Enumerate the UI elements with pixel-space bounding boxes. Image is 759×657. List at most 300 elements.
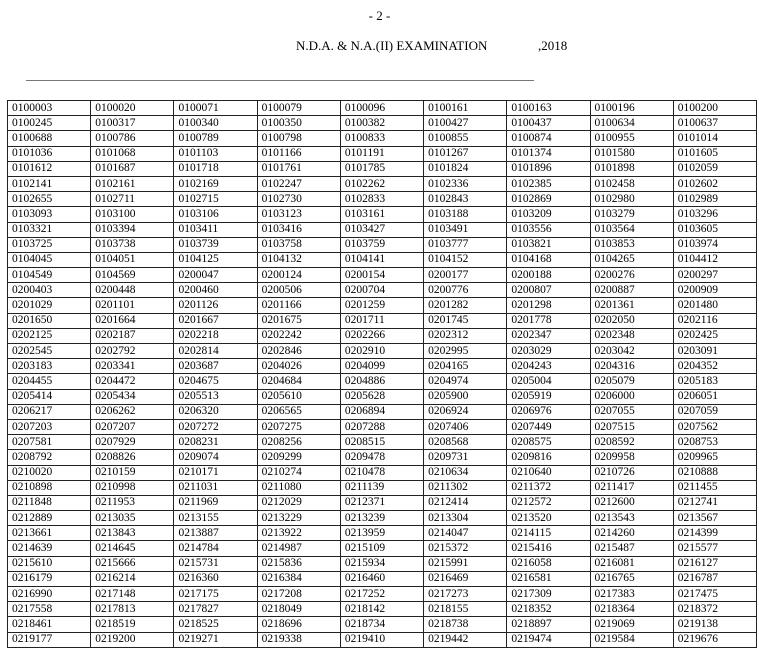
roll-number-cell: 0213304 <box>424 511 507 526</box>
roll-number-cell: 0213239 <box>340 511 423 526</box>
table-row <box>8 389 757 404</box>
roll-number-cell: 0209299 <box>257 450 340 465</box>
table-row <box>8 252 757 267</box>
roll-number-cell: 0214987 <box>257 541 340 556</box>
roll-number-cell: 0203091 <box>673 344 756 359</box>
roll-number-cell: 0215416 <box>507 541 590 556</box>
roll-number-cell: 0103416 <box>257 222 340 237</box>
roll-number-cell: 0214645 <box>91 541 174 556</box>
roll-number-cell: 0200909 <box>673 283 756 298</box>
table-row <box>8 435 757 450</box>
roll-number-cell: 0202312 <box>424 328 507 343</box>
roll-number-cell: 0216581 <box>507 571 590 586</box>
roll-number-cell: 0218142 <box>340 602 423 617</box>
roll-number-cell: 0202425 <box>673 328 756 343</box>
roll-number-cell: 0207203 <box>8 419 91 434</box>
roll-number-cell: 0212741 <box>673 495 756 510</box>
roll-number-cell: 0103758 <box>257 237 340 252</box>
roll-number-cell: 0213155 <box>174 511 257 526</box>
roll-number-cell: 0218897 <box>507 617 590 632</box>
roll-number-cell: 0103279 <box>590 207 673 222</box>
roll-number-cell: 0216460 <box>340 571 423 586</box>
roll-number-cell: 0213887 <box>174 526 257 541</box>
roll-number-cell: 0212371 <box>340 495 423 510</box>
roll-number-cell: 0212572 <box>507 495 590 510</box>
roll-number-cell: 0102141 <box>8 176 91 191</box>
roll-number-cell: 0102711 <box>91 192 174 207</box>
roll-number-cell: 0218049 <box>257 602 340 617</box>
roll-number-cell: 0217558 <box>8 602 91 617</box>
roll-number-cell: 0206051 <box>673 389 756 404</box>
roll-number-cell: 0104265 <box>590 252 673 267</box>
roll-number-cell: 0202348 <box>590 328 673 343</box>
roll-number-cell: 0216384 <box>257 571 340 586</box>
table-row <box>8 328 757 343</box>
roll-number-cell: 0204316 <box>590 359 673 374</box>
roll-number-cell: 0202995 <box>424 344 507 359</box>
roll-number-cell: 0100955 <box>590 131 673 146</box>
roll-number-cell: 0100163 <box>507 101 590 116</box>
roll-number-cell: 0215991 <box>424 556 507 571</box>
roll-number-cell: 0205513 <box>174 389 257 404</box>
roll-number-cell: 0204243 <box>507 359 590 374</box>
roll-number-cell: 0219138 <box>673 617 756 632</box>
roll-number-cell: 0100096 <box>340 101 423 116</box>
roll-number-cell: 0103411 <box>174 222 257 237</box>
roll-number-cell: 0214047 <box>424 526 507 541</box>
roll-number-cell: 0100020 <box>91 101 174 116</box>
roll-number-cell: 0102247 <box>257 176 340 191</box>
roll-number-cell: 0211848 <box>8 495 91 510</box>
roll-number-cell: 0101580 <box>590 146 673 161</box>
roll-number-cell: 0103209 <box>507 207 590 222</box>
roll-number-cell: 0217175 <box>174 587 257 602</box>
roll-number-cell: 0205610 <box>257 389 340 404</box>
roll-number-cell: 0101374 <box>507 146 590 161</box>
roll-number-cell: 0100196 <box>590 101 673 116</box>
roll-number-cell: 0103161 <box>340 207 423 222</box>
roll-number-cell: 0211302 <box>424 480 507 495</box>
roll-number-cell: 0208231 <box>174 435 257 450</box>
roll-number-cell: 0219177 <box>8 632 91 647</box>
table-row <box>8 465 757 480</box>
roll-number-cell: 0216214 <box>91 571 174 586</box>
roll-number-cell: 0217252 <box>340 587 423 602</box>
roll-number-cell: 0206320 <box>174 404 257 419</box>
roll-number-cell: 0218525 <box>174 617 257 632</box>
roll-number-cell: 0201711 <box>340 313 423 328</box>
roll-number-cell: 0207515 <box>590 419 673 434</box>
roll-number-cell: 0204165 <box>424 359 507 374</box>
roll-number-cell: 0200047 <box>174 268 257 283</box>
roll-number-cell: 0200776 <box>424 283 507 298</box>
roll-number-cell: 0211417 <box>590 480 673 495</box>
roll-number-cell: 0209731 <box>424 450 507 465</box>
roll-number-cell: 0205004 <box>507 374 590 389</box>
table-row <box>8 222 757 237</box>
roll-number-cell: 0102262 <box>340 176 423 191</box>
roll-number-cell: 0207581 <box>8 435 91 450</box>
roll-number-cell: 0104045 <box>8 252 91 267</box>
roll-number-cell: 0218461 <box>8 617 91 632</box>
roll-number-cell: 0208753 <box>673 435 756 450</box>
roll-number-cell: 0218364 <box>590 602 673 617</box>
table-row <box>8 131 757 146</box>
roll-number-cell: 0103605 <box>673 222 756 237</box>
roll-number-cell: 0217309 <box>507 587 590 602</box>
table-row <box>8 587 757 602</box>
roll-number-cell: 0207929 <box>91 435 174 450</box>
table-row <box>8 116 757 131</box>
roll-number-cell: 0101191 <box>340 146 423 161</box>
roll-number-cell: 0207207 <box>91 419 174 434</box>
roll-number-cell: 0200403 <box>8 283 91 298</box>
roll-number-cell: 0210726 <box>590 465 673 480</box>
roll-number-cell: 0207562 <box>673 419 756 434</box>
roll-number-cell: 0200177 <box>424 268 507 283</box>
roll-number-cell: 0206894 <box>340 404 423 419</box>
table-row <box>8 495 757 510</box>
roll-number-cell: 0214784 <box>174 541 257 556</box>
roll-number-cell: 0201480 <box>673 298 756 313</box>
table-row <box>8 617 757 632</box>
roll-number-cell: 0211953 <box>91 495 174 510</box>
roll-number-cell: 0208575 <box>507 435 590 450</box>
roll-number-cell: 0100833 <box>340 131 423 146</box>
roll-number-cell: 0200887 <box>590 283 673 298</box>
page-number: - 2 - <box>368 8 391 23</box>
roll-number-cell: 0101898 <box>590 161 673 176</box>
roll-number-cell: 0200460 <box>174 283 257 298</box>
table-row <box>8 298 757 313</box>
roll-number-cell: 0100350 <box>257 116 340 131</box>
table-row <box>8 176 757 191</box>
roll-number-cell: 0102715 <box>174 192 257 207</box>
roll-number-cell: 0204684 <box>257 374 340 389</box>
roll-number-cell: 0219200 <box>91 632 174 647</box>
roll-number-cell: 0204974 <box>424 374 507 389</box>
roll-number-cell: 0202910 <box>340 344 423 359</box>
table-row <box>8 146 757 161</box>
table-row <box>8 419 757 434</box>
roll-number-cell: 0210634 <box>424 465 507 480</box>
roll-number-cell: 0102655 <box>8 192 91 207</box>
roll-number-cell: 0100003 <box>8 101 91 116</box>
roll-number-cell: 0100789 <box>174 131 257 146</box>
roll-number-cell: 0201166 <box>257 298 340 313</box>
roll-number-cell: 0217383 <box>590 587 673 602</box>
roll-number-cell: 0204026 <box>257 359 340 374</box>
roll-number-cell: 0103321 <box>8 222 91 237</box>
table-row <box>8 161 757 176</box>
roll-number-cell: 0102989 <box>673 192 756 207</box>
roll-number-cell: 0103296 <box>673 207 756 222</box>
roll-number-cell: 0212600 <box>590 495 673 510</box>
roll-number-cell: 0202187 <box>91 328 174 343</box>
roll-number-cell: 0100161 <box>424 101 507 116</box>
roll-number-cell: 0202846 <box>257 344 340 359</box>
roll-number-cell: 0204352 <box>673 359 756 374</box>
roll-number-cell: 0100786 <box>91 131 174 146</box>
header-rule <box>26 80 534 81</box>
roll-number-cell: 0217475 <box>673 587 756 602</box>
roll-number-cell: 0208568 <box>424 435 507 450</box>
roll-number-cell: 0100874 <box>507 131 590 146</box>
roll-number-cell: 0218734 <box>340 617 423 632</box>
roll-number-cell: 0216469 <box>424 571 507 586</box>
roll-number-cell: 0206262 <box>91 404 174 419</box>
roll-number-cell: 0206924 <box>424 404 507 419</box>
roll-number-cell: 0213661 <box>8 526 91 541</box>
roll-number-cell: 0201361 <box>590 298 673 313</box>
roll-number-cell: 0211969 <box>174 495 257 510</box>
roll-number-cell: 0217827 <box>174 602 257 617</box>
roll-number-cell: 0209816 <box>507 450 590 465</box>
table-row <box>8 571 757 586</box>
roll-number-cell: 0100437 <box>507 116 590 131</box>
roll-number-cell: 0205414 <box>8 389 91 404</box>
table-row <box>8 101 757 116</box>
roll-number-cell: 0218738 <box>424 617 507 632</box>
roll-number-table <box>7 100 757 648</box>
roll-number-cell: 0100340 <box>174 116 257 131</box>
roll-number-cell: 0103821 <box>507 237 590 252</box>
roll-number-cell: 0219069 <box>590 617 673 632</box>
table-row <box>8 207 757 222</box>
roll-number-cell: 0204455 <box>8 374 91 389</box>
roll-number-cell: 0218519 <box>91 617 174 632</box>
table-row <box>8 541 757 556</box>
roll-number-cell: 0101824 <box>424 161 507 176</box>
roll-number-cell: 0203029 <box>507 344 590 359</box>
roll-number-cell: 0103100 <box>91 207 174 222</box>
roll-number-cell: 0207406 <box>424 419 507 434</box>
roll-number-cell: 0219584 <box>590 632 673 647</box>
roll-number-cell: 0203183 <box>8 359 91 374</box>
table-row <box>8 268 757 283</box>
roll-number-cell: 0209074 <box>174 450 257 465</box>
roll-number-cell: 0102161 <box>91 176 174 191</box>
roll-number-cell: 0210888 <box>673 465 756 480</box>
roll-number-cell: 0100427 <box>424 116 507 131</box>
roll-number-cell: 0201282 <box>424 298 507 313</box>
roll-number-cell: 0102980 <box>590 192 673 207</box>
roll-number-cell: 0102869 <box>507 192 590 207</box>
roll-number-cell: 0205900 <box>424 389 507 404</box>
roll-number-cell: 0201778 <box>507 313 590 328</box>
roll-number-cell: 0217273 <box>424 587 507 602</box>
roll-number-cell: 0202116 <box>673 313 756 328</box>
roll-number-cell: 0208792 <box>8 450 91 465</box>
roll-number-cell: 0207288 <box>340 419 423 434</box>
roll-number-cell: 0200154 <box>340 268 423 283</box>
roll-number-cell: 0201126 <box>174 298 257 313</box>
roll-number-cell: 0212889 <box>8 511 91 526</box>
roll-number-cell: 0219676 <box>673 632 756 647</box>
roll-number-cell: 0216360 <box>174 571 257 586</box>
roll-number-cell: 0219271 <box>174 632 257 647</box>
roll-number-cell: 0104569 <box>91 268 174 283</box>
roll-number-cell: 0219442 <box>424 632 507 647</box>
roll-number-cell: 0216179 <box>8 571 91 586</box>
roll-number-cell: 0218155 <box>424 602 507 617</box>
roll-number-cell: 0216990 <box>8 587 91 602</box>
roll-number-cell: 0210171 <box>174 465 257 480</box>
roll-number-cell: 0218372 <box>673 602 756 617</box>
roll-number-cell: 0213543 <box>590 511 673 526</box>
roll-number-cell: 0101785 <box>340 161 423 176</box>
roll-number-cell: 0101068 <box>91 146 174 161</box>
roll-number-cell: 0217813 <box>91 602 174 617</box>
roll-number-cell: 0211031 <box>174 480 257 495</box>
roll-number-cell: 0204675 <box>174 374 257 389</box>
roll-number-cell: 0103777 <box>424 237 507 252</box>
exam-title: N.D.A. & N.A.(II) EXAMINATION <box>296 38 488 53</box>
roll-number-cell: 0213229 <box>257 511 340 526</box>
roll-number-cell: 0211080 <box>257 480 340 495</box>
roll-number-cell: 0200704 <box>340 283 423 298</box>
roll-number-cell: 0209478 <box>340 450 423 465</box>
roll-number-cell: 0217208 <box>257 587 340 602</box>
roll-number-cell: 0102843 <box>424 192 507 207</box>
roll-number-cell: 0210020 <box>8 465 91 480</box>
roll-number-cell: 0104125 <box>174 252 257 267</box>
roll-number-cell: 0213922 <box>257 526 340 541</box>
roll-number-cell: 0201675 <box>257 313 340 328</box>
roll-number-cell: 0101605 <box>673 146 756 161</box>
roll-number-cell: 0102833 <box>340 192 423 207</box>
table-row <box>8 602 757 617</box>
roll-number-cell: 0213035 <box>91 511 174 526</box>
roll-number-cell: 0214260 <box>590 526 673 541</box>
roll-number-cell: 0219474 <box>507 632 590 647</box>
roll-number-cell: 0215731 <box>174 556 257 571</box>
table-row <box>8 556 757 571</box>
roll-number-cell: 0101718 <box>174 161 257 176</box>
roll-number-cell: 0210274 <box>257 465 340 480</box>
roll-number-cell: 0101103 <box>174 146 257 161</box>
table-row <box>8 632 757 647</box>
roll-number-cell: 0210898 <box>8 480 91 495</box>
roll-number-cell: 0100317 <box>91 116 174 131</box>
roll-number-cell: 0200124 <box>257 268 340 283</box>
roll-number-cell: 0104152 <box>424 252 507 267</box>
roll-number-cell: 0103427 <box>340 222 423 237</box>
roll-number-cell: 0100245 <box>8 116 91 131</box>
table-row <box>8 237 757 252</box>
roll-number-cell: 0204886 <box>340 374 423 389</box>
roll-number-cell: 0104132 <box>257 252 340 267</box>
roll-number-cell: 0202266 <box>340 328 423 343</box>
roll-number-cell: 0216058 <box>507 556 590 571</box>
roll-number-cell: 0100637 <box>673 116 756 131</box>
roll-number-cell: 0206000 <box>590 389 673 404</box>
roll-number-cell: 0200506 <box>257 283 340 298</box>
roll-number-cell: 0103974 <box>673 237 756 252</box>
roll-number-cell: 0102458 <box>590 176 673 191</box>
roll-number-cell: 0101612 <box>8 161 91 176</box>
table-row <box>8 313 757 328</box>
roll-number-cell: 0201101 <box>91 298 174 313</box>
roll-number-cell: 0213567 <box>673 511 756 526</box>
roll-number-cell: 0103738 <box>91 237 174 252</box>
roll-number-cell: 0103123 <box>257 207 340 222</box>
roll-number-cell: 0103188 <box>424 207 507 222</box>
roll-number-cell: 0100071 <box>174 101 257 116</box>
roll-number-cell: 0202125 <box>8 328 91 343</box>
roll-number-cell: 0210998 <box>91 480 174 495</box>
roll-number-cell: 0214639 <box>8 541 91 556</box>
roll-number-cell: 0200807 <box>507 283 590 298</box>
table-row <box>8 192 757 207</box>
roll-number-cell: 0202218 <box>174 328 257 343</box>
roll-number-table-body <box>8 101 757 648</box>
roll-number-cell: 0201259 <box>340 298 423 313</box>
table-row <box>8 404 757 419</box>
roll-number-cell: 0102059 <box>673 161 756 176</box>
roll-number-cell: 0104412 <box>673 252 756 267</box>
exam-year: ,2018 <box>538 38 568 53</box>
roll-number-cell: 0103739 <box>174 237 257 252</box>
roll-number-cell: 0203042 <box>590 344 673 359</box>
roll-number-cell: 0213959 <box>340 526 423 541</box>
roll-number-cell: 0218352 <box>507 602 590 617</box>
roll-number-cell: 0216765 <box>590 571 673 586</box>
table-row <box>8 526 757 541</box>
roll-number-cell: 0212414 <box>424 495 507 510</box>
roll-number-cell: 0104051 <box>91 252 174 267</box>
roll-number-cell: 0103394 <box>91 222 174 237</box>
roll-number-cell: 0210159 <box>91 465 174 480</box>
roll-number-cell: 0103759 <box>340 237 423 252</box>
roll-number-cell: 0216127 <box>673 556 756 571</box>
roll-number-cell: 0201298 <box>507 298 590 313</box>
table-row <box>8 283 757 298</box>
roll-number-cell: 0103725 <box>8 237 91 252</box>
roll-number-cell: 0100382 <box>340 116 423 131</box>
roll-number-cell: 0100200 <box>673 101 756 116</box>
roll-number-cell: 0215836 <box>257 556 340 571</box>
roll-number-cell: 0104549 <box>8 268 91 283</box>
roll-number-cell: 0208592 <box>590 435 673 450</box>
roll-number-cell: 0215610 <box>8 556 91 571</box>
roll-number-cell: 0216081 <box>590 556 673 571</box>
roll-number-cell: 0202545 <box>8 344 91 359</box>
roll-number-cell: 0100079 <box>257 101 340 116</box>
roll-number-cell: 0102602 <box>673 176 756 191</box>
roll-number-cell: 0201650 <box>8 313 91 328</box>
roll-number-cell: 0200188 <box>507 268 590 283</box>
table-row <box>8 450 757 465</box>
roll-number-cell: 0212029 <box>257 495 340 510</box>
roll-number-cell: 0101267 <box>424 146 507 161</box>
roll-number-cell: 0103491 <box>424 222 507 237</box>
roll-number-cell: 0215934 <box>340 556 423 571</box>
roll-number-cell: 0211455 <box>673 480 756 495</box>
roll-number-cell: 0102169 <box>174 176 257 191</box>
roll-number-cell: 0100688 <box>8 131 91 146</box>
roll-number-cell: 0103093 <box>8 207 91 222</box>
roll-number-cell: 0214399 <box>673 526 756 541</box>
roll-number-cell: 0103106 <box>174 207 257 222</box>
roll-number-cell: 0213520 <box>507 511 590 526</box>
roll-number-cell: 0213843 <box>91 526 174 541</box>
roll-number-cell: 0204099 <box>340 359 423 374</box>
table-row <box>8 480 757 495</box>
roll-number-cell: 0207449 <box>507 419 590 434</box>
roll-number-cell: 0206976 <box>507 404 590 419</box>
roll-number-cell: 0203687 <box>174 359 257 374</box>
